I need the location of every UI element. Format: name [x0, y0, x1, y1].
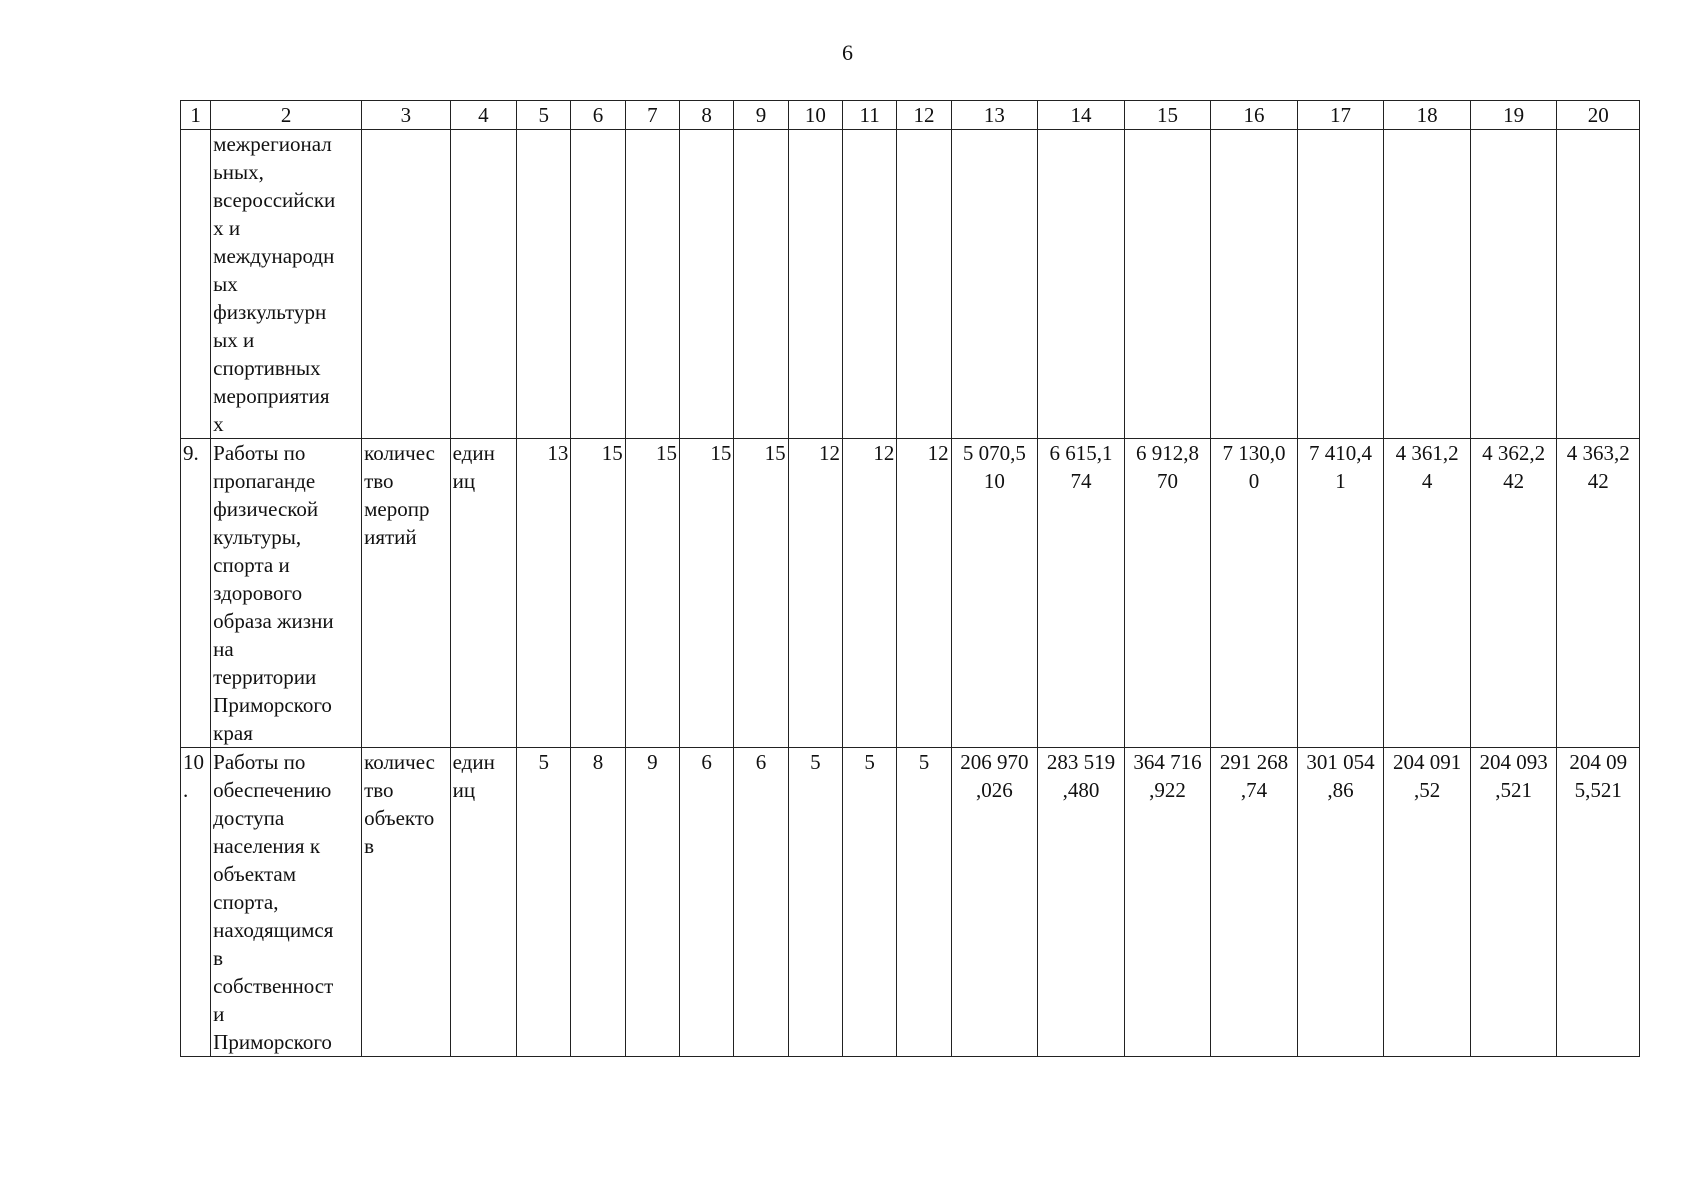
header-cell: 14 — [1038, 101, 1125, 130]
value-cell: 9 — [625, 748, 679, 1057]
value-cell: 5 — [788, 748, 842, 1057]
amount-cell — [1384, 130, 1471, 439]
value-cell: 13 — [517, 439, 571, 748]
amount-cell: 291 268 ,74 — [1211, 748, 1298, 1057]
value-cell — [517, 130, 571, 439]
value-cell: 15 — [571, 439, 625, 748]
amount-cell: 7 410,4 1 — [1297, 439, 1384, 748]
header-cell: 17 — [1297, 101, 1384, 130]
header-cell: 19 — [1470, 101, 1557, 130]
header-cell: 15 — [1124, 101, 1211, 130]
value-cell — [734, 130, 788, 439]
work-name-cell: межрегионал ьных, всероссийски х и международн ых физкультурн ых и спортивных мероприятия х — [211, 130, 362, 439]
amount-cell — [1470, 130, 1557, 439]
header-cell: 20 — [1557, 101, 1640, 130]
amount-cell: 7 130,0 0 — [1211, 439, 1298, 748]
work-name-cell: Работы по обеспечению доступа населения к объектам спорта, находящимся в собственност и Приморского — [211, 748, 362, 1057]
amount-cell: 6 912,8 70 — [1124, 439, 1211, 748]
header-row — [181, 101, 1640, 130]
value-cell: 12 — [788, 439, 842, 748]
value-cell — [897, 130, 951, 439]
amount-cell: 364 716 ,922 — [1124, 748, 1211, 1057]
amount-cell — [1557, 130, 1640, 439]
value-cell — [571, 130, 625, 439]
header-cell: 12 — [897, 101, 951, 130]
value-cell: 15 — [625, 439, 679, 748]
value-cell: 5 — [517, 748, 571, 1057]
value-cell: 6 — [680, 748, 734, 1057]
unit-cell: един иц — [450, 748, 516, 1057]
value-cell: 15 — [680, 439, 734, 748]
header-cell: 6 — [571, 101, 625, 130]
header-cell: 18 — [1384, 101, 1471, 130]
value-cell: 8 — [571, 748, 625, 1057]
work-name-cell: Работы по пропаганде физической культуры, спорта и здорового образа жизни на территории Приморского края — [211, 439, 362, 748]
amount-cell: 301 054 ,86 — [1297, 748, 1384, 1057]
value-cell: 12 — [843, 439, 897, 748]
unit-cell: един иц — [450, 439, 516, 748]
amount-cell: 204 09 5,521 — [1557, 748, 1640, 1057]
data-table — [180, 100, 1640, 1057]
value-cell: 5 — [897, 748, 951, 1057]
header-cell: 8 — [680, 101, 734, 130]
header-cell: 16 — [1211, 101, 1298, 130]
value-cell — [680, 130, 734, 439]
amount-cell: 283 519 ,480 — [1038, 748, 1125, 1057]
amount-cell: 6 615,1 74 — [1038, 439, 1125, 748]
amount-cell — [1297, 130, 1384, 439]
amount-cell: 4 361,2 4 — [1384, 439, 1471, 748]
header-cell: 4 — [450, 101, 516, 130]
value-cell: 15 — [734, 439, 788, 748]
page-number: 6 — [842, 40, 853, 65]
amount-cell: 4 363,2 42 — [1557, 439, 1640, 748]
table-row — [181, 439, 1640, 748]
table-row — [181, 130, 1640, 439]
row-number-cell: 10 . — [181, 748, 211, 1057]
row-number-cell: 9. — [181, 439, 211, 748]
header-cell: 3 — [362, 101, 451, 130]
indicator-cell: количес тво меропр иятий — [362, 439, 451, 748]
header-cell: 10 — [788, 101, 842, 130]
amount-cell: 204 091 ,52 — [1384, 748, 1471, 1057]
amount-cell — [1211, 130, 1298, 439]
value-cell — [788, 130, 842, 439]
amount-cell — [951, 130, 1038, 439]
header-cell: 2 — [211, 101, 362, 130]
amount-cell: 204 093 ,521 — [1470, 748, 1557, 1057]
amount-cell: 4 362,2 42 — [1470, 439, 1557, 748]
amount-cell — [1038, 130, 1125, 439]
indicator-cell: количес тво объекто в — [362, 748, 451, 1057]
unit-cell — [450, 130, 516, 439]
header-cell: 11 — [843, 101, 897, 130]
indicator-cell — [362, 130, 451, 439]
value-cell: 5 — [843, 748, 897, 1057]
value-cell: 12 — [897, 439, 951, 748]
amount-cell — [1124, 130, 1211, 439]
header-cell: 13 — [951, 101, 1038, 130]
row-number-cell — [181, 130, 211, 439]
value-cell — [625, 130, 679, 439]
header-cell: 9 — [734, 101, 788, 130]
header-cell: 7 — [625, 101, 679, 130]
value-cell: 6 — [734, 748, 788, 1057]
header-cell: 1 — [181, 101, 211, 130]
amount-cell: 206 970 ,026 — [951, 748, 1038, 1057]
amount-cell: 5 070,5 10 — [951, 439, 1038, 748]
table-row — [181, 748, 1640, 1057]
header-cell: 5 — [517, 101, 571, 130]
value-cell — [843, 130, 897, 439]
